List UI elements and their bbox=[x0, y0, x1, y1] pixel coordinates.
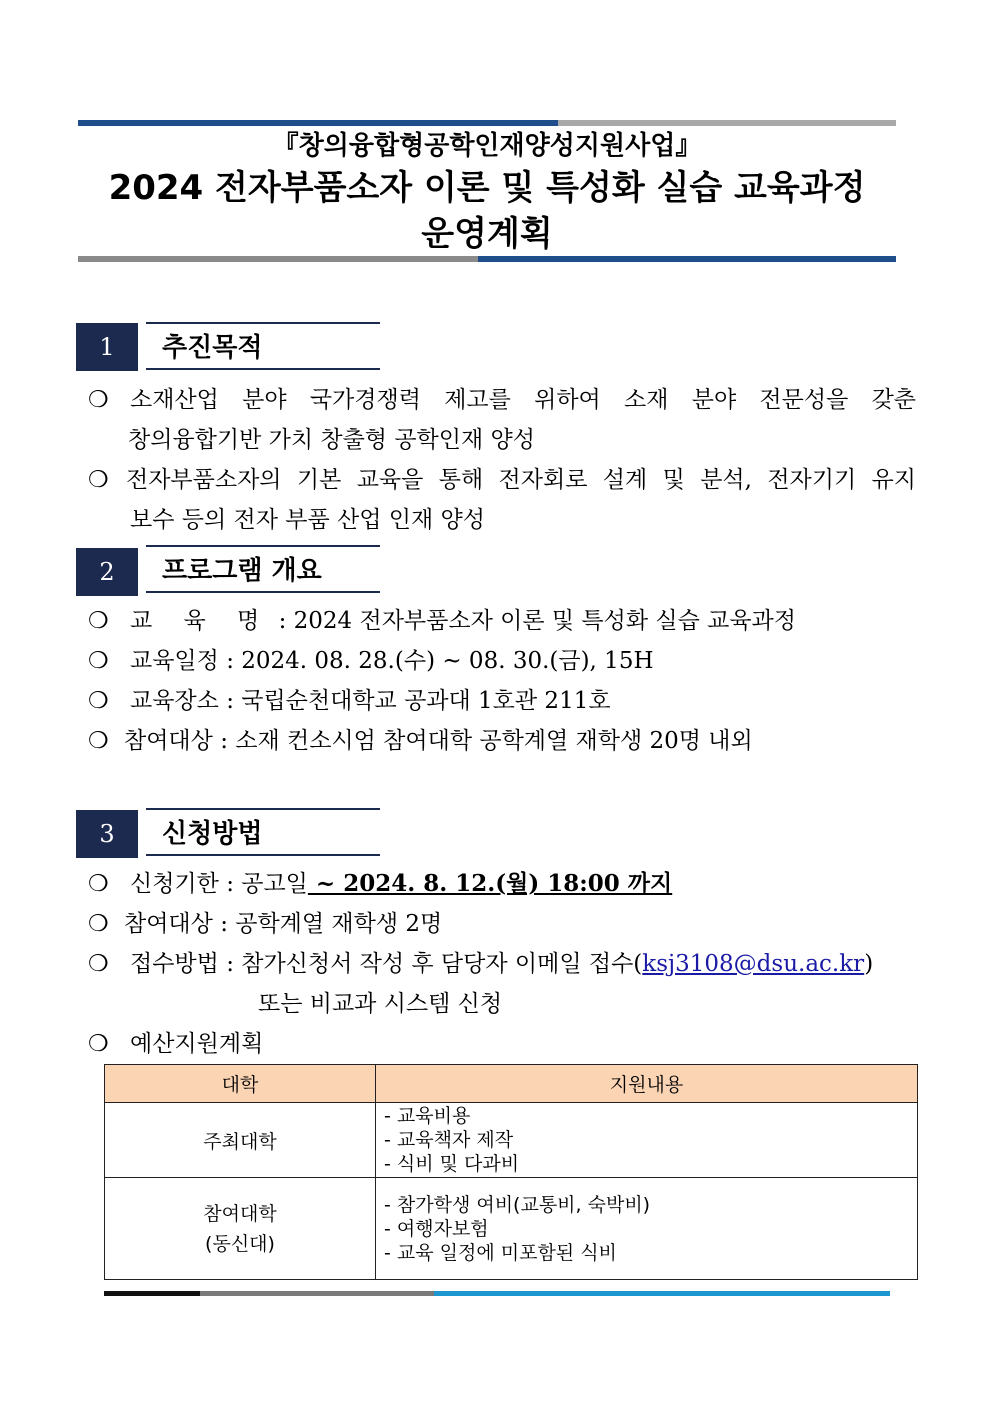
section-3-number: 3 bbox=[76, 810, 138, 858]
row-content: - 참가학생 여비(교통비, 숙박비) - 여행자보험 - 교육 일정에 미포함된 식비 bbox=[376, 1178, 918, 1280]
bullet-icon: ❍ bbox=[88, 871, 109, 897]
document-title-line2: 운영계획 bbox=[421, 214, 553, 254]
bullet-icon: ❍ bbox=[88, 1031, 109, 1057]
purpose-item-1: ❍ 소재산업 분야 국가경쟁력 제고를 위하여 소재 분야 전문성을 갖춘 bbox=[88, 380, 916, 420]
bullet-icon: ❍ bbox=[88, 688, 109, 714]
table-row bbox=[105, 1103, 918, 1178]
row-university: 참여대학 (동신대) bbox=[105, 1178, 376, 1280]
header-top-bar-blue bbox=[78, 120, 558, 126]
header-bottom-bar-grey bbox=[78, 256, 478, 262]
bullet-icon: ❍ bbox=[88, 728, 109, 754]
footer-bar-blue bbox=[434, 1291, 890, 1296]
purpose-item-2: ❍ 전자부품소자의 기본 교육을 통해 전자회로 설계 및 분석, 전자기기 유지 bbox=[88, 460, 916, 500]
apply-target: ❍ 참여대상 : 공학계열 재학생 2명 bbox=[88, 904, 442, 944]
bullet-icon: ❍ bbox=[88, 648, 109, 674]
purpose-item-2-cont: 보수 등의 전자 부품 산업 인재 양성 bbox=[130, 507, 485, 533]
purpose-item-1-cont: 창의융합기반 가치 창출형 공학인재 양성 bbox=[128, 427, 535, 453]
bullet-icon: ❍ bbox=[88, 608, 109, 634]
apply-method-cont: 또는 비교과 시스템 신청 bbox=[258, 991, 503, 1017]
header-bottom-bar-blue bbox=[478, 256, 896, 262]
budget-table bbox=[104, 1064, 918, 1280]
overview-location: ❍ 교육장소 : 국립순천대학교 공과대 1호관 211호 bbox=[88, 681, 611, 721]
section-1-number: 1 bbox=[76, 323, 138, 371]
budget-plan-label: ❍ 예산지원계획 bbox=[88, 1024, 263, 1064]
footer-bar-black bbox=[104, 1291, 200, 1296]
header-top-bar-grey bbox=[558, 120, 896, 126]
bullet-icon: ❍ bbox=[88, 387, 109, 413]
overview-name: ❍ 교 육 명 : 2024 전자부품소자 이론 및 특성화 실습 교육과정 bbox=[88, 601, 796, 641]
header-support-content: 지원내용 bbox=[376, 1065, 918, 1103]
header-university: 대학 bbox=[105, 1065, 376, 1103]
bullet-icon: ❍ bbox=[88, 951, 109, 977]
row-university: 주최대학 bbox=[105, 1103, 376, 1178]
footer-bar-grey bbox=[200, 1291, 434, 1296]
bullet-icon: ❍ bbox=[88, 911, 109, 937]
table-row bbox=[105, 1178, 918, 1280]
contact-email-link[interactable]: ksj3108@dsu.ac.kr bbox=[642, 951, 865, 977]
apply-deadline: ❍ 신청기한 : 공고일 ~ 2024. 8. 12.(월) 18:00 까지 bbox=[88, 864, 672, 904]
table-header-row bbox=[105, 1065, 918, 1103]
section-1-title: 추진목적 bbox=[146, 322, 380, 370]
row-content: - 교육비용 - 교육책자 제작 - 식비 및 다과비 bbox=[376, 1103, 918, 1178]
bullet-icon: ❍ bbox=[88, 467, 109, 493]
document-title: 2024 전자부품소자 이론 및 특성화 실습 교육과정 bbox=[108, 168, 866, 208]
document-subtitle: 『창의융합형공학인재양성지원사업』 bbox=[272, 131, 702, 161]
overview-schedule: ❍ 교육일정 : 2024. 08. 28.(수) ~ 08. 30.(금), 15H bbox=[88, 641, 654, 681]
overview-target: ❍ 참여대상 : 소재 컨소시엄 참여대학 공학계열 재학생 20명 내외 bbox=[88, 721, 753, 761]
section-2-title: 프로그램 개요 bbox=[146, 545, 380, 593]
section-3-title: 신청방법 bbox=[146, 808, 380, 856]
section-2-number: 2 bbox=[76, 548, 138, 596]
apply-method: ❍ 접수방법 : 참가신청서 작성 후 담당자 이메일 접수(ksj3108@dsu.ac.kr) bbox=[88, 944, 873, 984]
